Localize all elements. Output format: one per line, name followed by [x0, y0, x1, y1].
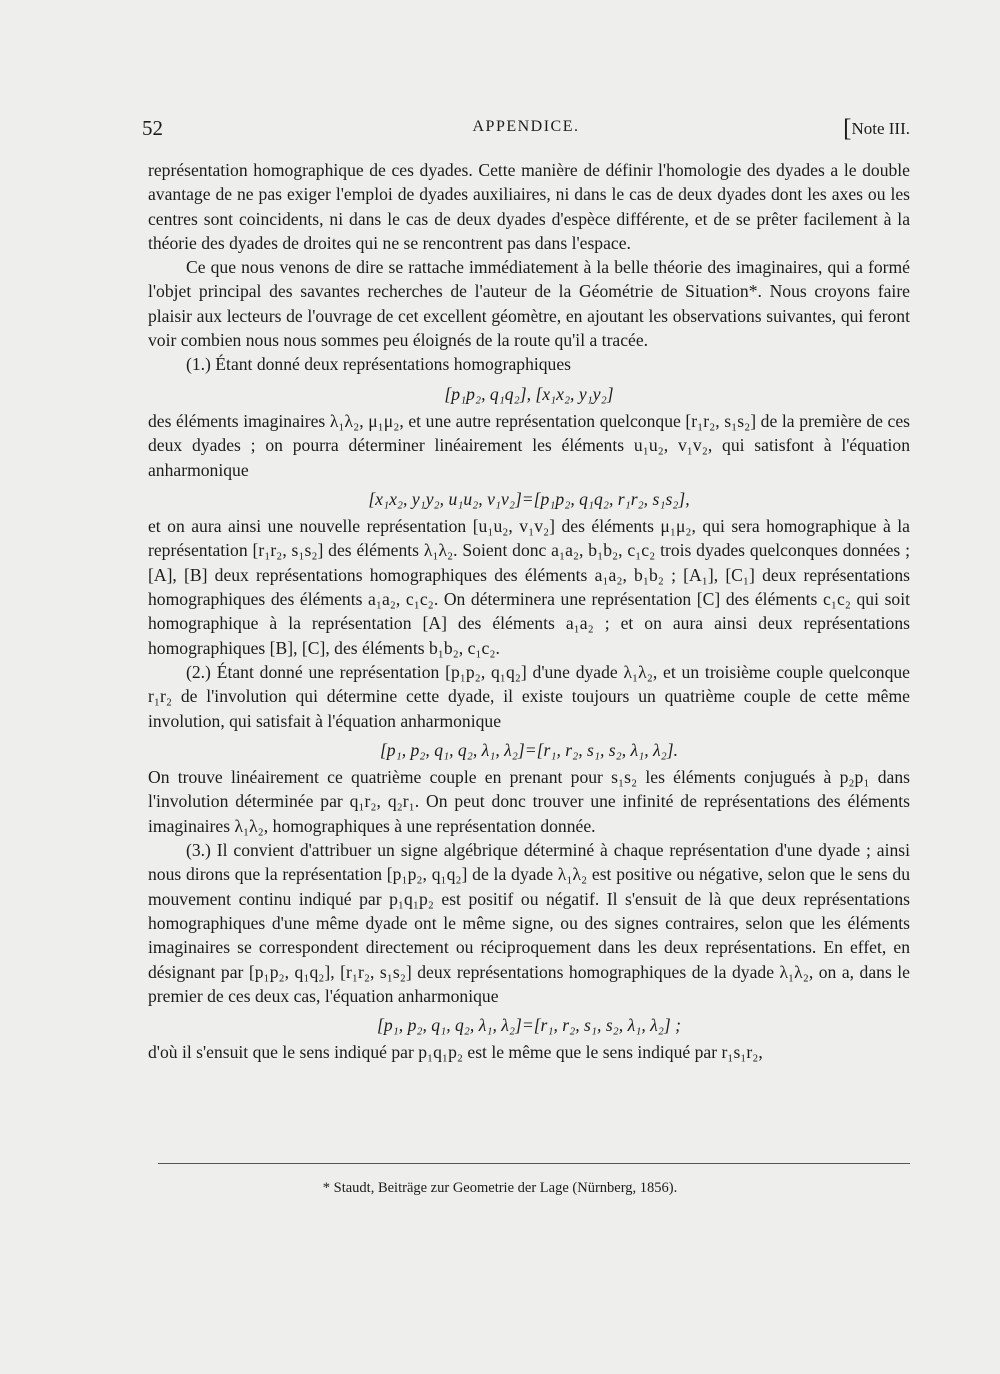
- paragraph: représentation homographique de ces dyades. Cette manière de définir l'homologie des dyades a le double avantage de ne pas exiger l'emploi de dyades auxiliaires, ni dans le cas de deux dyades dont les axes ou les centres sont coincidents, ni dans le cas de deux dyades d'espèce différente, et de se prêter facilement à la théorie des dyades de droites qui ne se rencontrent pas dans l'espace.: [148, 160, 910, 253]
- paragraph: On trouve linéairement ce quatrième couple en prenant pour s₁s₂ les éléments conjugués à p₂p₁ dans l'involution déterminée par q₁r₂, q₂r₁. On peut donc trouver une infinité de représentations des éléments imaginaires λ₁λ₂, homographiques à une représentation donnée.: [148, 767, 910, 836]
- note-label: [843, 116, 910, 141]
- body-text: [148, 158, 910, 1065]
- footnote: * Staudt, Beiträge zur Geometrie der Lage (Nürnberg, 1856).: [322, 1180, 678, 1196]
- paragraph: et on aura ainsi une nouvelle représentation [u₁u₂, v₁v₂] des éléments μ₁μ₂, qui sera homographique à la représentation [r₁r₂, s₁s₂] des éléments λ₁λ₂. Soient donc a₁a₂, b₁b₂, c₁c₂ trois dyades quelconques données ; [A], [B] deux représentations homographiques des éléments a₁a₂, b₁b₂ ; [A₁], [C₁] deux représentations homographiques des éléments a₁a₂, c₁c₂. On déterminera une représentation [C] des éléments c₁c₂ qui soit homographique à la représentation [A] des éléments a₁a₂ ; et on aura ainsi deux représentations homographiques [B], [C], des éléments b₁b₂, c₁c₂.: [148, 516, 910, 658]
- paragraph: d'où il s'ensuit que le sens indiqué par p₁q₁p₂ est le même que le sens indiqué par r₁s₁r₂,: [148, 1042, 763, 1063]
- note-text: Note III.: [851, 119, 910, 138]
- running-header: [142, 116, 910, 146]
- equation: [x₁x₂, y₁y₂, u₁u₂, v₁v₂]=[p₁p₂, q₁q₂, r₁r₂, s₁s₂],: [368, 488, 690, 509]
- paragraph: (2.) Étant donné une représentation [p₁p₂, q₁q₂] d'une dyade λ₁λ₂, et un troisième couple quelconque r₁r₂ de l'involution qui détermine cette dyade, il existe toujours un quatrième couple de cette même involution, qui satisfait à l'équation anharmonique: [148, 661, 910, 731]
- equation: [p₁p₂, q₁q₂], [x₁x₂, y₁y₂]: [444, 383, 614, 404]
- equation: [p₁, p₂, q₁, q₂, λ₁, λ₂]=[r₁, r₂, s₁, s₂, λ₁, λ₂].: [379, 739, 679, 760]
- note-bracket: [: [843, 115, 852, 142]
- paragraph: (3.) Il convient d'attribuer un signe algébrique déterminé à chaque représentation d'une dyade ; ainsi nous dirons que la représentation [p₁p₂, q₁q₂] de la dyade λ₁λ₂ est positive ou négative, selon que le sens du mouvement continu indiqué par p₁q₁p₂ est positif ou négatif. Il s'ensuit de là que deux représentations homographiques d'une même dyade ont le même signe, ou des signes contraires, selon que les éléments imaginaires se correspondent directement ou réciproquement dans les deux représentations. En effet, en désignant par [p₁p₂, q₁q₂], [r₁r₂, s₁s₂] deux représentations homographiques de la dyade λ₁λ₂, on a, dans le premier de ces deux cas, l'équation anharmonique: [148, 840, 910, 1006]
- paragraph: des éléments imaginaires λ₁λ₂, μ₁μ₂, et une autre représentation quelconque [r₁r₂, s₁s₂] de la première de ces deux dyades ; on pourra déterminer linéairement les éléments u₁u₂, v₁v₂, qui satisfont à l'équation anharmonique: [148, 410, 910, 480]
- footnote-rule: [158, 1163, 910, 1164]
- running-title: APPENDICE.: [472, 118, 580, 135]
- equation: [p₁, p₂, q₁, q₂, λ₁, λ₂]=[r₁, r₂, s₁, s₂, λ₁, λ₂] ;: [377, 1015, 681, 1036]
- paragraph: Ce que nous venons de dire se rattache immédiatement à la belle théorie des imaginaires, qui a formé l'objet principal des savantes recherches de l'auteur de la Géométrie de Situation*. Nous croyons faire plaisir aux lecteurs de l'ouvrage de cet excellent géomètre, en ajoutant les observations suivantes, qui feront voir combien nous nous sommes peu éloignés de la route qu'il a tracée.: [148, 257, 910, 351]
- page-number: 52: [142, 116, 163, 140]
- paragraph: (1.) Étant donné deux représentations homographiques: [186, 354, 572, 375]
